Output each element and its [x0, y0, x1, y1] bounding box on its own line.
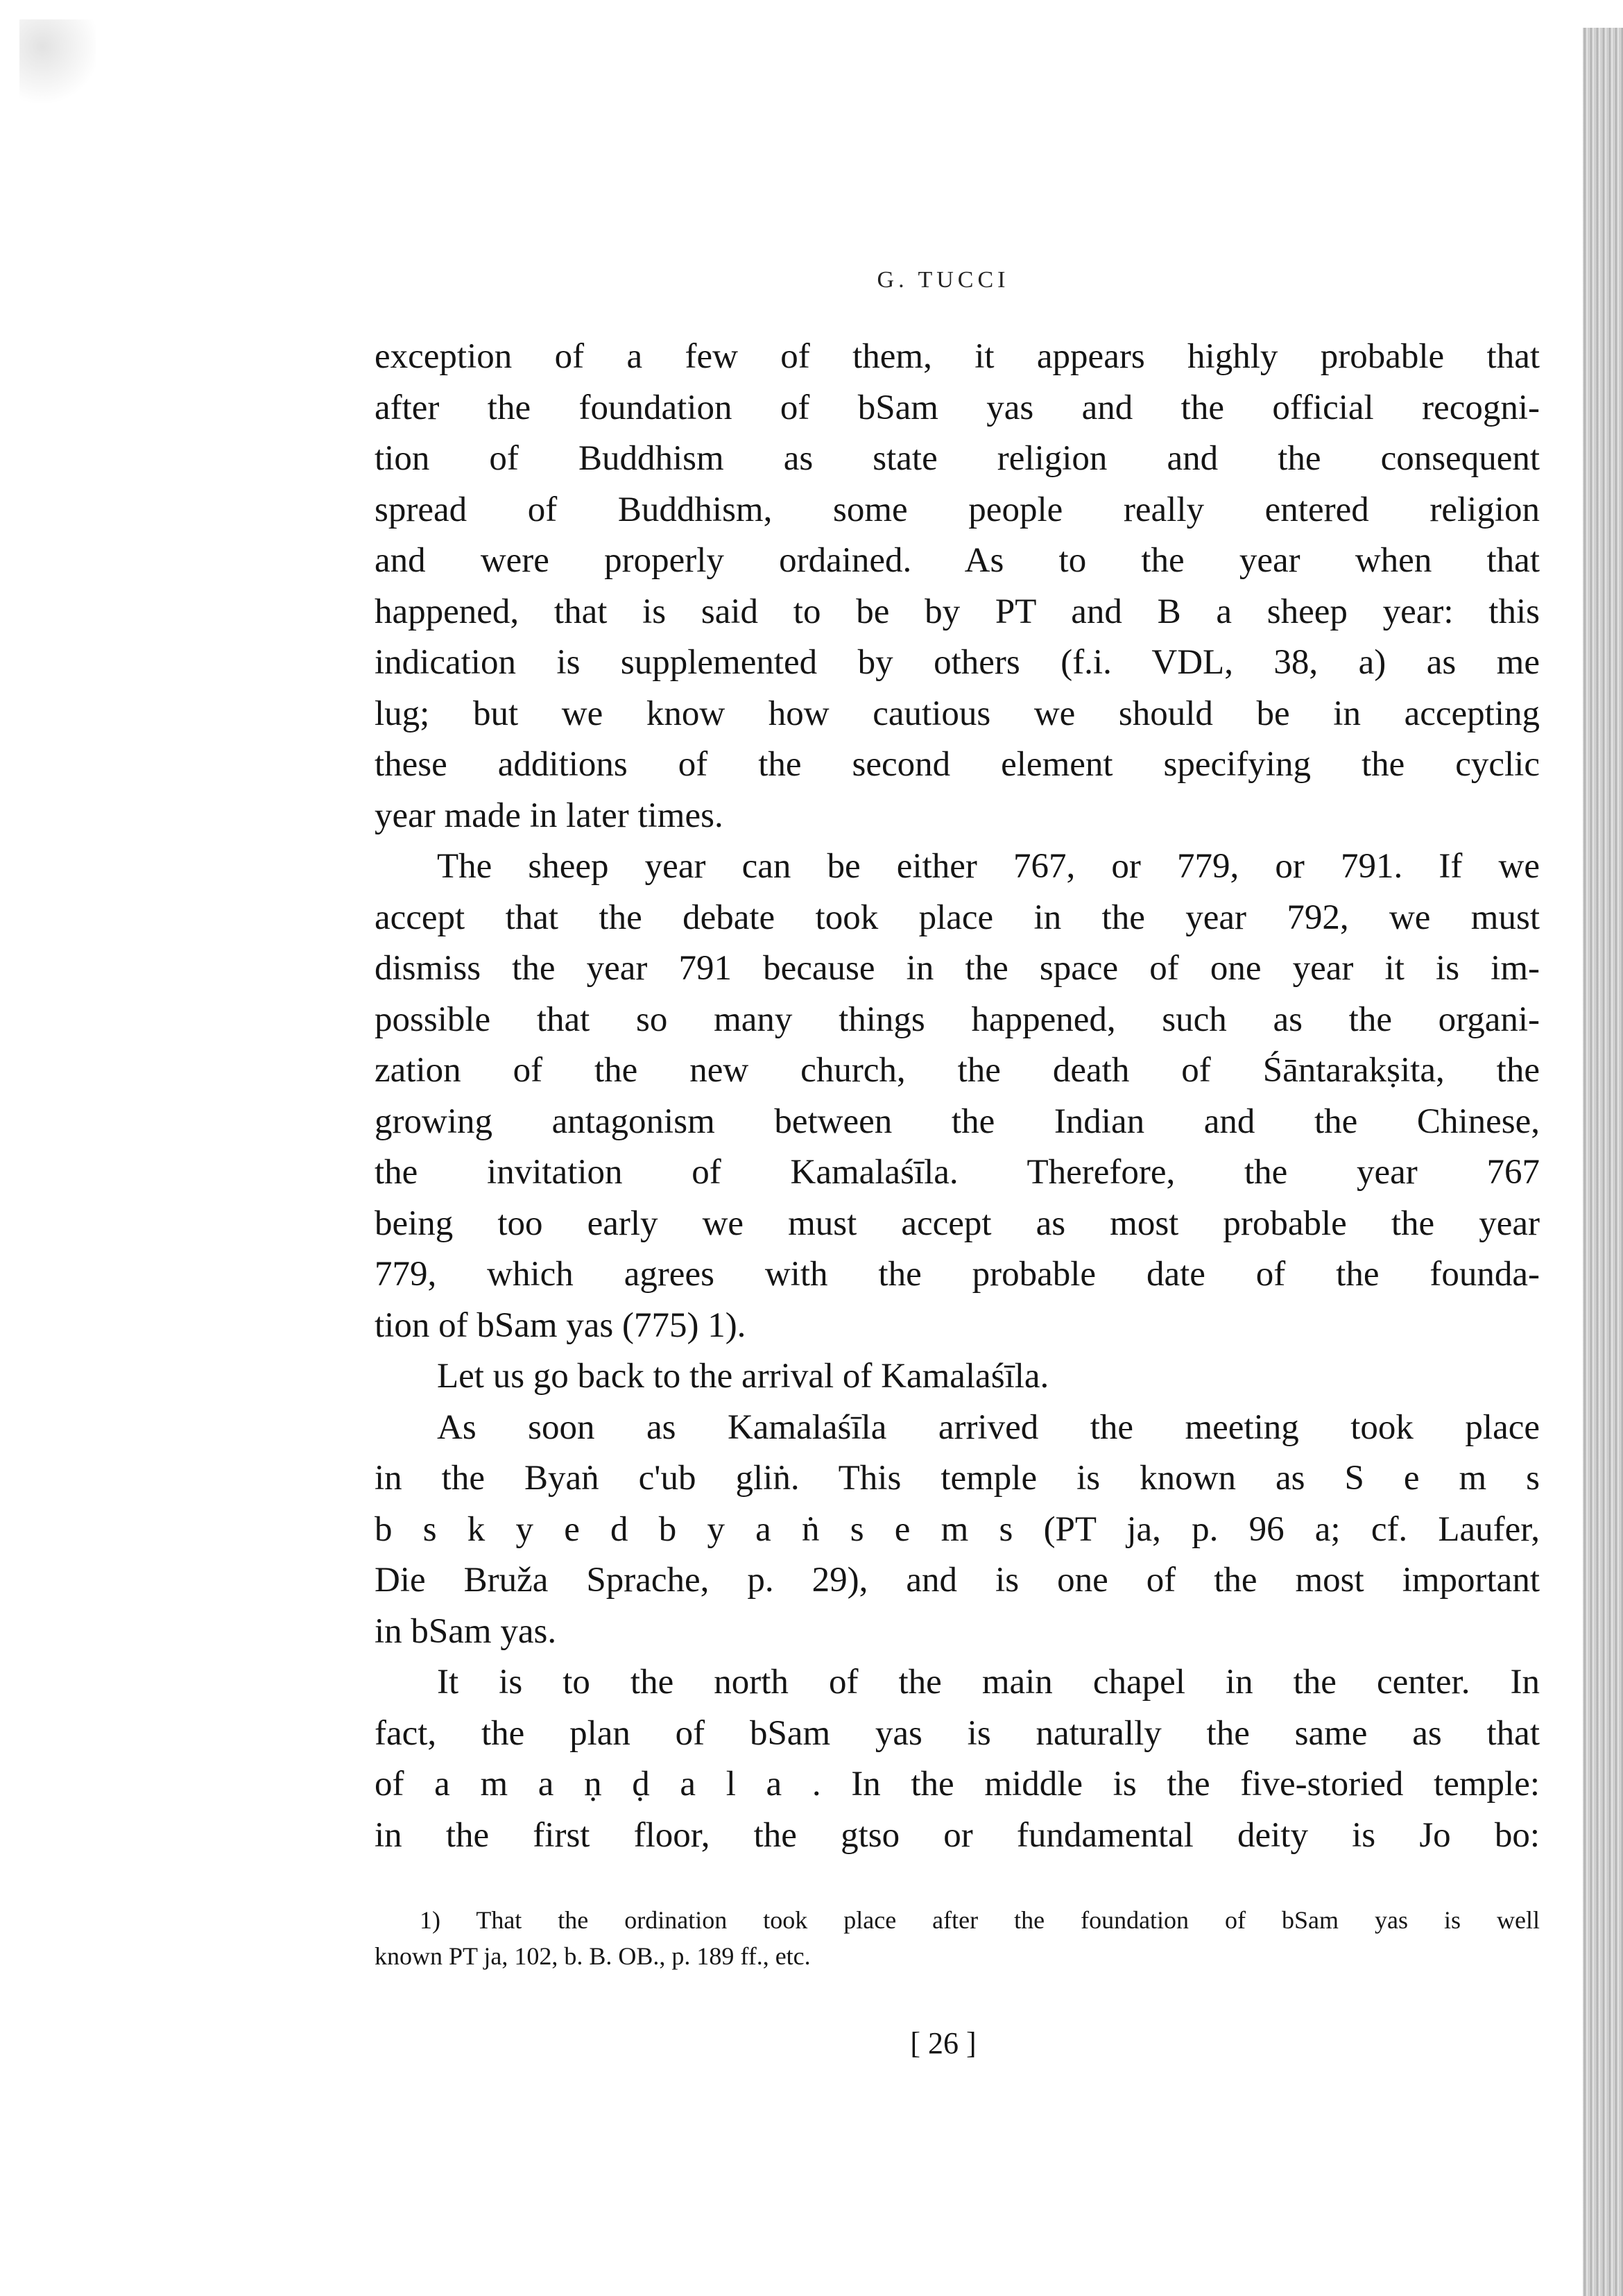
body-line: dismiss the year 791 because in the space of one year it is im-: [375, 949, 1540, 988]
body-line: Die Bruža Sprache, p. 29), and is one of the most important: [375, 1561, 1540, 1600]
body-line: accept that the debate took place in the year 792, we must: [375, 898, 1540, 937]
body-line: possible that so many things happened, such as the organi-: [375, 1000, 1540, 1039]
body-line: zation of the new church, the death of Śāntarakṣita, the: [375, 1051, 1540, 1090]
body-line: tion of bSam yas (775) 1).: [375, 1305, 746, 1345]
body-line: in the Byaṅ c'ub gliṅ. This temple is known as S e m s: [375, 1459, 1540, 1498]
body-line: the invitation of Kamalaśīla. Therefore, the year 767: [375, 1153, 1540, 1192]
running-head: G. TUCCI: [877, 267, 1010, 293]
body-line: fact, the plan of bSam yas is naturally the same as that: [375, 1713, 1540, 1753]
body-line: year made in later times.: [375, 796, 723, 835]
footnote-line: known PT ja, 102, b. B. OB., p. 189 ff., etc.: [375, 1942, 811, 1970]
scan-shadow-edge: [1583, 28, 1623, 2296]
body-line: tion of Buddhism as state religion and the consequent: [375, 439, 1540, 478]
body-line: 779, which agrees with the probable date of the founda-: [375, 1255, 1540, 1294]
body-line: of a m a ṇ ḍ a l a . In the middle is the five-storied temple:: [375, 1765, 1540, 1804]
body-line: in bSam yas.: [375, 1611, 557, 1651]
body-text: [375, 332, 1540, 1861]
body-line: As soon as Kamalaśīla arrived the meeting took place: [437, 1407, 1540, 1447]
footnote-line: 1) That the ordination took place after the foundation of bSam yas is well: [420, 1906, 1540, 1934]
body-line: indication is supplemented by others (f.i. VDL, 38, a) as me: [375, 643, 1540, 682]
body-line: lug; but we know how cautious we should be in accepting: [375, 694, 1540, 733]
body-line: b s k y e d b y a ṅ s e m s (PT ja, p. 96 a; cf. Laufer,: [375, 1509, 1540, 1549]
body-line: exception of a few of them, it appears highly probable that: [375, 337, 1540, 376]
body-line: The sheep year can be either 767, or 779, or 791. If we: [437, 847, 1540, 886]
footnotes: [375, 1902, 1540, 1974]
body-line: these additions of the second element specifying the cyclic: [375, 745, 1540, 784]
body-line: after the foundation of bSam yas and the official recogni-: [375, 388, 1540, 427]
page-number: [ 26 ]: [910, 2026, 977, 2060]
body-line: and were properly ordained. As to the year when that: [375, 541, 1540, 580]
scan-shadow-corner: [19, 19, 96, 110]
body-line: Let us go back to the arrival of Kamalaśīla.: [437, 1357, 1049, 1396]
body-line: growing antagonism between the Indian and the Chinese,: [375, 1102, 1540, 1141]
body-line: spread of Buddhism, some people really entered religion: [375, 490, 1540, 529]
body-line: happened, that is said to be by PT and B a sheep year: this: [375, 592, 1540, 631]
body-line: in the first floor, the gtso or fundamental deity is Jo bo:: [375, 1815, 1540, 1855]
body-line: being too early we must accept as most probable the year: [375, 1203, 1540, 1243]
body-line: It is to the north of the main chapel in the center. In: [437, 1663, 1540, 1702]
